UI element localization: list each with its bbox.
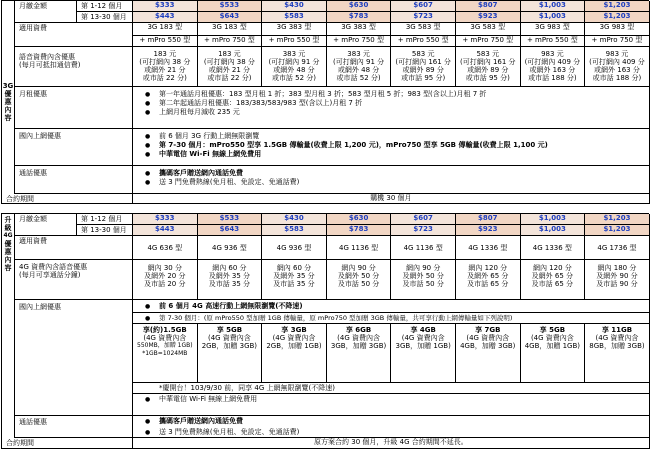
voice-label: 語音資費內含優惠 (每月可抵扣通信費): [15, 47, 133, 87]
voice-cell: 583 元 (可打網內 161 分 或網外 89 分 或市話 95 分): [456, 47, 521, 87]
call-item: ● 送 3 門免費熱線(免月租、免設定、免通話費): [137, 428, 645, 437]
voice-cell: 983 元 (可打網內 409 分 或網外 163 分 或市話 188 分): [521, 47, 586, 87]
price-cell: $430: [262, 1, 327, 12]
price-cell: $923: [456, 225, 521, 236]
price-cell: $443: [133, 225, 198, 236]
rent-offers: [133, 87, 650, 129]
net-item: ● 第 7-30 個月：mPro550 型享 1.5GB 傳輸量(收費上限 1,200 元)，mPro750 型享 5GB 傳輸量(收費上限 1,100 元): [137, 141, 645, 150]
net-second-offer: ● 第 7-30 個月：(原 mPro550 型加贈 1GB 傳輸量，原 mPro750 型加贈 3GB 傳輸量，共可享行動上網傳輸量如下列說明): [133, 313, 650, 324]
4g-upgrade-table: [1, 213, 649, 449]
net-first-offer: ● 前 6 個月 4G 高速行動上網無限瀏覽(不降速): [133, 300, 650, 313]
plan-cell: + mPro 550 型: [521, 36, 586, 47]
price-cell: $1,003: [521, 12, 586, 23]
plan-label: 適用資費: [15, 23, 133, 47]
voice-cell: 網內 90 分 及網外 50 分 及市話 50 分: [327, 260, 392, 300]
plan-cell: 4G 1136 型: [391, 236, 456, 260]
voice-cell: 383 元 (可打網內 91 分 或網外 48 分 或市話 52 分): [327, 47, 392, 87]
rent-item: ● 上網月租每月減收 235 元: [137, 108, 645, 117]
net-wifi: ● 中華電信 Wi-Fi 無線上網免費用: [133, 394, 650, 416]
data-allowance-cell: 享 3GB (4G 資費內含 2GB，加贈 1GB): [262, 324, 327, 383]
call-label: 通話優惠: [15, 416, 133, 438]
price-cell: $1,203: [585, 12, 650, 23]
voice-cell: 網內 90 分 及網外 50 分 及市話 50 分: [391, 260, 456, 300]
price-cell: $723: [391, 225, 456, 236]
price-cell: $783: [327, 12, 392, 23]
net-label: 國內上網優惠: [15, 300, 133, 416]
price-cell: $430: [262, 214, 327, 225]
contract-value: 購機 30 個月: [133, 194, 650, 204]
voice-cell: 網內 120 分 及網外 65 分 及市話 65 分: [456, 260, 521, 300]
rent-item: ● 第二年起通話月租優惠：183/383/583/983 型(含以上)月租 7 折: [137, 99, 645, 108]
plan-cell: + mPro 750 型: [327, 36, 392, 47]
voice-cell: 網內 30 分 及網外 20 分 及市話 20 分: [133, 260, 198, 300]
price-cell: $807: [456, 1, 521, 12]
price-cell: $443: [133, 12, 198, 23]
price-cell: $333: [133, 1, 198, 12]
price-cell: $607: [391, 214, 456, 225]
price-cell: $630: [327, 214, 392, 225]
plan-cell: 3G 183 型: [198, 23, 263, 36]
monthly-fee-label: 月繳金額: [15, 1, 77, 23]
plan-cell: 4G 1736 型: [585, 236, 650, 260]
data-allowance-cell: 享 5GB (4G 資費內含 4GB，加贈 1GB): [521, 324, 586, 383]
plan-cell: 3G 383 型: [262, 23, 327, 36]
price-cell: $923: [456, 12, 521, 23]
net-item: ● 中華電信 Wi-Fi 無線上網免費用: [137, 150, 645, 159]
voice-cell: 383 元 (可打網內 91 分 或網外 48 分 或市話 52 分): [262, 47, 327, 87]
price-cell: $643: [198, 225, 263, 236]
price-cell: $723: [391, 12, 456, 23]
plan-cell: 4G 1336 型: [521, 236, 586, 260]
call-item: ● 送 3 門免費熱線(免月租、免設定、免通話費): [137, 178, 645, 187]
plan-cell: 4G 936 型: [262, 236, 327, 260]
plan-cell: 3G 583 型: [456, 23, 521, 36]
voice-cell: 網內 60 分 及網外 35 分 及市話 35 分: [198, 260, 263, 300]
price-cell: $1,203: [585, 1, 650, 12]
plan-cell: 3G 583 型: [391, 23, 456, 36]
voice-cell: 網內 60 分 及網外 35 分 及市話 35 分: [262, 260, 327, 300]
price-cell: $807: [456, 214, 521, 225]
net-item: ● 前 6 個月 3G 行動上網無限瀏覽: [137, 132, 645, 141]
voice-cell: 183 元 (可打網內 38 分 或網外 21 分 或市話 22 分): [133, 47, 198, 87]
call-label: 通話優惠: [15, 166, 133, 194]
period-13-30-label: 第 13-30 個月: [77, 12, 133, 23]
net-offers: [133, 129, 650, 166]
plan-cell: 4G 636 型: [133, 236, 198, 260]
price-cell: $1,003: [521, 225, 586, 236]
plan-label: 適用資費: [15, 236, 133, 260]
call-item: ● 攜碼客戶贈送網內通話免費: [137, 417, 645, 426]
plan-cell: 4G 1136 型: [327, 236, 392, 260]
price-cell: $533: [198, 214, 263, 225]
price-cell: $583: [262, 12, 327, 23]
plan-cell: + mPro 550 型: [133, 36, 198, 47]
plan-cell: + mPro 750 型: [585, 36, 650, 47]
data-allowance-cell: 享 11GB (4G 資費內含 8GB，加贈 3GB): [585, 324, 650, 383]
4g-section-label: 升 級 4G 優 惠 內 容: [2, 214, 15, 449]
period-1-12-label: 第 1-12 個月: [77, 214, 133, 225]
plan-cell: 3G 983 型: [521, 23, 586, 36]
net-note: *慶開台！103/9/30 前，同享 4G 上網無限瀏覽(不降速): [133, 383, 650, 394]
price-cell: $1,203: [585, 214, 650, 225]
data-allowance-cell: 享 5GB (4G 資費內含 2GB，加贈 3GB): [198, 324, 263, 383]
plan-cell: + mPro 750 型: [198, 36, 263, 47]
plan-cell: 3G 983 型: [585, 23, 650, 36]
period-1-12-label: 第 1-12 個月: [77, 1, 133, 12]
plan-cell: 4G 1336 型: [456, 236, 521, 260]
contract-label: 合約期間: [2, 194, 133, 204]
rent-item: ● 第一年通話月租優惠：183 型月租 1 折；383 型月租 3 折；583 型月租 5 折；983 型(含以上)月租 7 折: [137, 90, 645, 99]
price-cell: $1,003: [521, 214, 586, 225]
plan-cell: 3G 383 型: [327, 23, 392, 36]
plan-cell: 4G 936 型: [198, 236, 263, 260]
call-offers: [133, 416, 650, 438]
plan-cell: + mPro 750 型: [456, 36, 521, 47]
monthly-fee-label: 月繳金額: [15, 214, 77, 236]
voice-label: 4G 資費內含語音優惠 (每月可享通話分鐘): [15, 260, 133, 300]
3g-section-label: 3G 優 惠 內 容: [2, 1, 15, 204]
data-allowance-cell: 享(約)1.5GB (4G 資費內含 550MB，加贈 1GB) *1GB=1024MB: [133, 324, 198, 383]
data-allowance-cell: 享 6GB (4G 資費內含 3GB，加贈 3GB): [327, 324, 392, 383]
plan-cell: + mPro 550 型: [391, 36, 456, 47]
price-cell: $643: [198, 12, 263, 23]
net-label: 國內上網優惠: [15, 129, 133, 166]
contract-value: 原方案合約 30 個月，升級 4G 合約期間不延長。: [133, 438, 650, 449]
plan-cell: + mPro 550 型: [262, 36, 327, 47]
price-cell: $1,003: [521, 1, 586, 12]
voice-cell: 183 元 (可打網內 38 分 或網外 21 分 或市話 22 分): [198, 47, 263, 87]
voice-cell: 網內 180 分 及網外 90 分 及市話 90 分: [585, 260, 650, 300]
price-cell: $607: [391, 1, 456, 12]
3g-offer-table: [1, 0, 649, 204]
period-13-30-label: 第 13-30 個月: [77, 225, 133, 236]
voice-cell: 983 元 (可打網內 409 分 或網外 163 分 或市話 188 分): [585, 47, 650, 87]
voice-cell: 網內 120 分 及網外 65 分 及市話 65 分: [521, 260, 586, 300]
price-cell: $630: [327, 1, 392, 12]
price-cell: $1,203: [585, 225, 650, 236]
contract-label: 合約期間: [2, 438, 133, 449]
plan-cell: 3G 183 型: [133, 23, 198, 36]
price-cell: $533: [198, 1, 263, 12]
rent-label: 月租優惠: [15, 87, 133, 129]
call-offers: [133, 166, 650, 194]
voice-cell: 583 元 (可打網內 161 分 或網外 89 分 或市話 95 分): [391, 47, 456, 87]
call-item: ● 攜碼客戶贈送網內通話免費: [137, 169, 645, 178]
price-cell: $783: [327, 225, 392, 236]
data-allowance-cell: 享 7GB (4G 資費內含 4GB，加贈 3GB): [456, 324, 521, 383]
price-cell: $583: [262, 225, 327, 236]
data-allowance-cell: 享 4GB (4G 資費內含 3GB，加贈 1GB): [391, 324, 456, 383]
price-cell: $333: [133, 214, 198, 225]
